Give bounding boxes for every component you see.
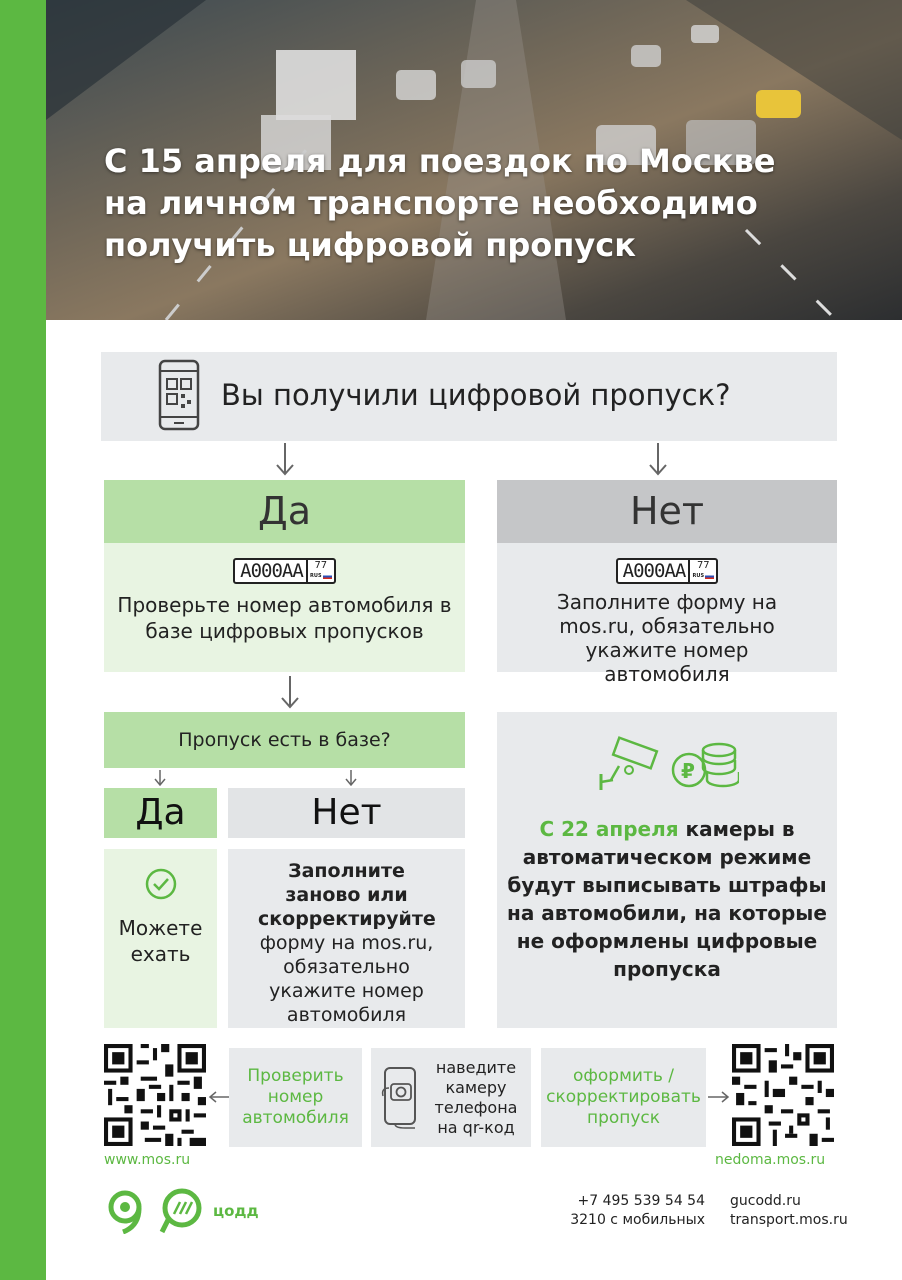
green-side-bar xyxy=(0,0,46,1280)
flag-icon xyxy=(705,574,714,579)
svg-text:₽: ₽ xyxy=(681,759,695,783)
license-plate xyxy=(616,558,719,584)
yes-header: Да xyxy=(104,480,465,543)
url-mos-ru[interactable]: www.mos.ru xyxy=(104,1152,191,1168)
url-nedoma[interactable]: nedoma.mos.ru xyxy=(715,1152,826,1168)
link-gucodd[interactable]: gucodd.ru xyxy=(730,1193,801,1209)
in-base-question: Пропуск есть в базе? xyxy=(104,712,465,768)
camera-icon xyxy=(597,736,667,794)
mobile-number: 3210 с мобильных xyxy=(570,1212,705,1228)
scan-hint xyxy=(371,1048,531,1147)
arrow-right-icon xyxy=(708,1090,730,1104)
in-base-yes-body xyxy=(104,849,217,1028)
arrow-down-icon xyxy=(280,676,300,710)
qr-code-right[interactable] xyxy=(732,1044,834,1146)
phone-camera-icon xyxy=(381,1066,421,1130)
camera-box xyxy=(497,712,837,1028)
ruble-coins-icon xyxy=(669,736,739,794)
yes-body xyxy=(104,543,465,672)
in-base-no-bold-text: Заполните заново или скорректируйте xyxy=(258,860,436,930)
arrow-down-icon xyxy=(648,443,668,477)
codd-logo-icon xyxy=(158,1188,206,1234)
camera-date-highlight: С 22 апреля xyxy=(539,817,679,841)
phone-number[interactable]: +7 495 539 54 54 xyxy=(577,1193,705,1209)
qr-code-left[interactable] xyxy=(104,1044,206,1146)
plate-country: RUS xyxy=(692,573,705,579)
check-number-label: Проверить номер автомобиля xyxy=(229,1048,362,1147)
hero-title: С 15 апреля для поездок по Москве на личном транспорте необходимо получить цифровой пропуск xyxy=(104,142,776,264)
arrow-down-icon xyxy=(344,770,358,786)
plate-region: 77 xyxy=(314,560,328,571)
footer-links xyxy=(730,1192,848,1230)
apply-pass-label: оформить / скорректировать пропуск xyxy=(541,1048,706,1147)
in-base-no-text: форму на mos.ru, обязательно укажите номер автомобиля xyxy=(259,932,434,1026)
scan-hint-text: наведите камеру телефона на qr-код xyxy=(434,1057,518,1137)
no-text: Заполните форму на mos.ru, обязательно укажите номер автомобиля xyxy=(556,590,778,686)
flag-icon xyxy=(323,574,332,579)
checkmark-circle-icon xyxy=(144,867,178,901)
moscow-logo-icon xyxy=(102,1188,148,1234)
in-base-no-header: Нет xyxy=(228,788,465,838)
in-base-no-body xyxy=(228,849,465,1028)
footer-contacts xyxy=(565,1192,705,1230)
no-header: Нет xyxy=(497,480,837,543)
camera-text xyxy=(497,815,837,983)
camera-description: камеры в автоматическом режиме будут выписывать штрафы на автомобили, на которые не оформлены цифровые пропуска xyxy=(507,817,827,981)
arrow-down-icon xyxy=(153,770,167,786)
plate-number: А000АА xyxy=(622,560,686,582)
plate-region: 77 xyxy=(696,560,710,571)
plate-country: RUS xyxy=(310,573,322,579)
in-base-yes-header: Да xyxy=(104,788,217,838)
question-box xyxy=(101,352,837,441)
no-body xyxy=(497,543,837,686)
arrow-down-icon xyxy=(275,443,295,477)
yes-text: Проверьте номер автомобиля в базе цифровых пропусков xyxy=(117,593,452,643)
link-transport[interactable]: transport.mos.ru xyxy=(730,1212,848,1228)
in-base-yes-text: Можете ехать xyxy=(118,916,203,966)
hero-banner xyxy=(46,0,902,320)
plate-number: А000АА xyxy=(240,560,303,582)
question-text: Вы получили цифровой пропуск? xyxy=(221,378,731,412)
codd-label: цодд xyxy=(213,1202,259,1220)
license-plate xyxy=(233,558,336,584)
phone-qr-icon xyxy=(158,359,202,433)
arrow-left-icon xyxy=(208,1090,230,1104)
